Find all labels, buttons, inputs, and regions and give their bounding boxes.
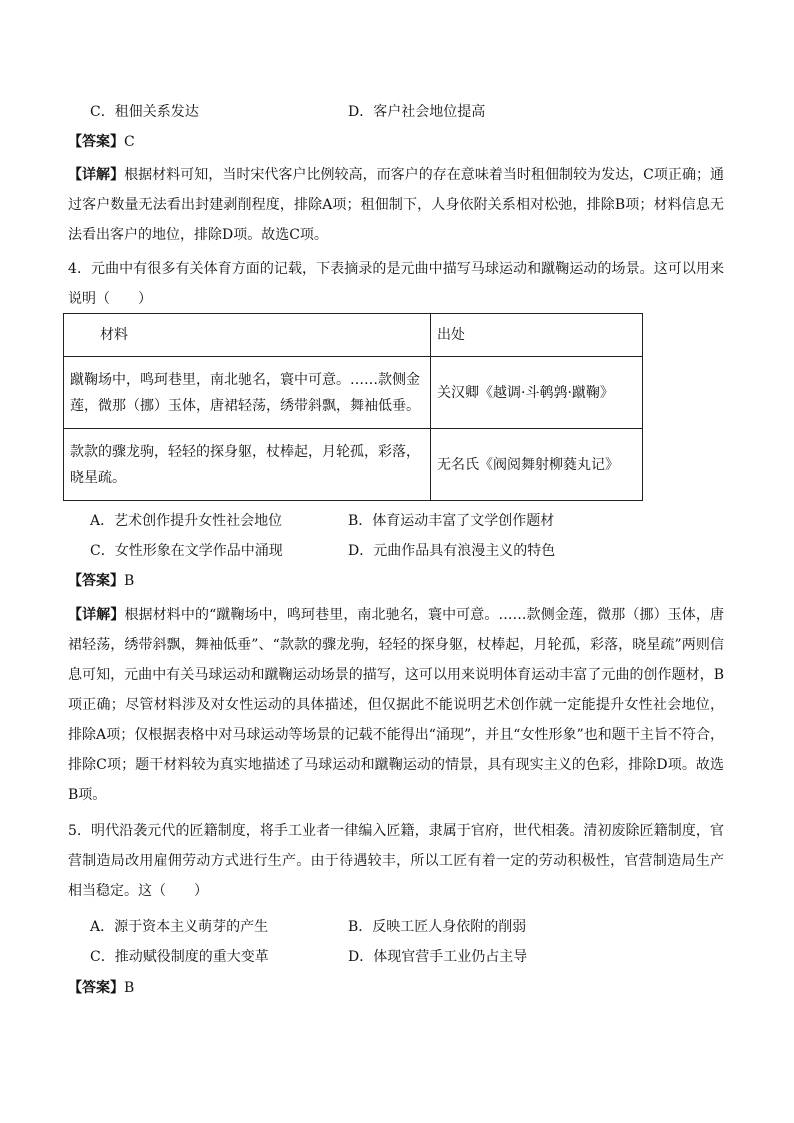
table-header-material: 材料	[64, 314, 431, 357]
table-cell-material: 款款的骤龙驹，轻轻的探身躯，杖棒起，月轮孤，彩落，晓星疏。	[64, 429, 431, 501]
table-cell-source: 无名氏《阀阅舞射柳蕤丸记》	[431, 429, 643, 501]
answer-value: C	[124, 134, 135, 150]
q4-option-b: B．体育运动丰富了文学创作题材	[348, 513, 555, 529]
q4-stem: 4．元曲中有很多有关体育方面的记载，下表摘录的是元曲中描写马球运动和蹴鞠运动的场景。这可以用来说明（ ）	[68, 261, 724, 307]
q5-option-c: C．推动赋役制度的重大变革	[90, 949, 269, 965]
q4-option-a: A．艺术创作提升女性社会地位	[90, 513, 283, 529]
detail-text: 根据材料中的“蹴鞠场中，鸣珂巷里，南北驰名，寰中可意。……款侧金莲，微那（挪）玉体，唐裙轻荡，绣带斜飘，舞袖低垂”、“款款的骤龙驹，轻轻的探身躯，杖棒起，月轮孤，彩落，晓星疏”两则信息可知，元曲中有关马球运动和蹴鞠运动场景的描写，这可以用来说明体育运动丰富了元曲的创作题材，B项正确；尽管材料涉及对女性运动的具体描述，但仅据此不能说明艺术创作就一定能提升女性社会地位，排除A项；仅根据表格中对马球运动等场景的记载不能得出“涌现”，并且“女性形象”也和题干主旨不符合，排除C项；题干材料较为真实地描述了马球运动和蹴鞠运动的情景，具有现实主义的色彩，排除D项。故选B项。	[68, 607, 725, 803]
detail-text: 根据材料可知，当时宋代客户比例较高，而客户的存在意味着当时租佃制较为发达，C项正确；通过客户数量无法看出封建剥削程度，排除A项；租佃制下，人身依附关系相对松弛，排除B项；材料信息无法看出客户的地位，排除D项。故选C项。	[68, 167, 725, 243]
answer-value: B	[124, 980, 135, 996]
q3-answer	[68, 132, 135, 152]
answer-label: 【答案】	[68, 134, 124, 150]
q4-answer	[68, 571, 134, 591]
answer-label: 【答案】	[68, 573, 124, 589]
material-table	[63, 313, 643, 501]
q4-detail	[68, 600, 724, 810]
table-cell-source: 关汉卿《越调·斗鹌鹑·蹴鞠》	[431, 357, 643, 429]
q4-option-c: C．女性形象在文学作品中涌现	[90, 543, 283, 559]
table-row	[64, 357, 643, 429]
q3-detail	[68, 160, 724, 250]
q4-option-d: D．元曲作品具有浪漫主义的特色	[348, 543, 556, 559]
q3-option-c: C．租佃关系发达	[90, 104, 199, 120]
q3-option-d: D．客户社会地位提高	[348, 104, 486, 120]
detail-label: 【详解】	[68, 167, 125, 183]
q5-stem: 5．明代沿袭元代的匠籍制度，将手工业者一律编入匠籍，隶属于官府，世代相袭。清初废除匠籍制度，官营制造局改用雇佣劳动方式进行生产。由于待遇较丰，所以工匠有着一定的劳动积极性，官营制造局生产相当稳定。这（ ）	[68, 823, 724, 899]
q5-answer	[68, 978, 134, 998]
table-header-source: 出处	[431, 314, 643, 357]
answer-value: B	[124, 573, 135, 589]
detail-label: 【详解】	[68, 607, 125, 623]
q5-option-d: D．体现官营手工业仍占主导	[348, 949, 528, 965]
table-header-row	[64, 314, 643, 357]
table-row	[64, 429, 643, 501]
table-cell-material: 蹴鞠场中，鸣珂巷里，南北驰名，寰中可意。……款侧金莲，微那（挪）玉体，唐裙轻荡，绣带斜飘，舞袖低垂。	[64, 357, 431, 429]
q5-option-a: A．源于资本主义萌芽的产生	[90, 919, 269, 935]
answer-label: 【答案】	[68, 980, 124, 996]
q5-option-b: B．反映工匠人身依附的削弱	[348, 919, 527, 935]
